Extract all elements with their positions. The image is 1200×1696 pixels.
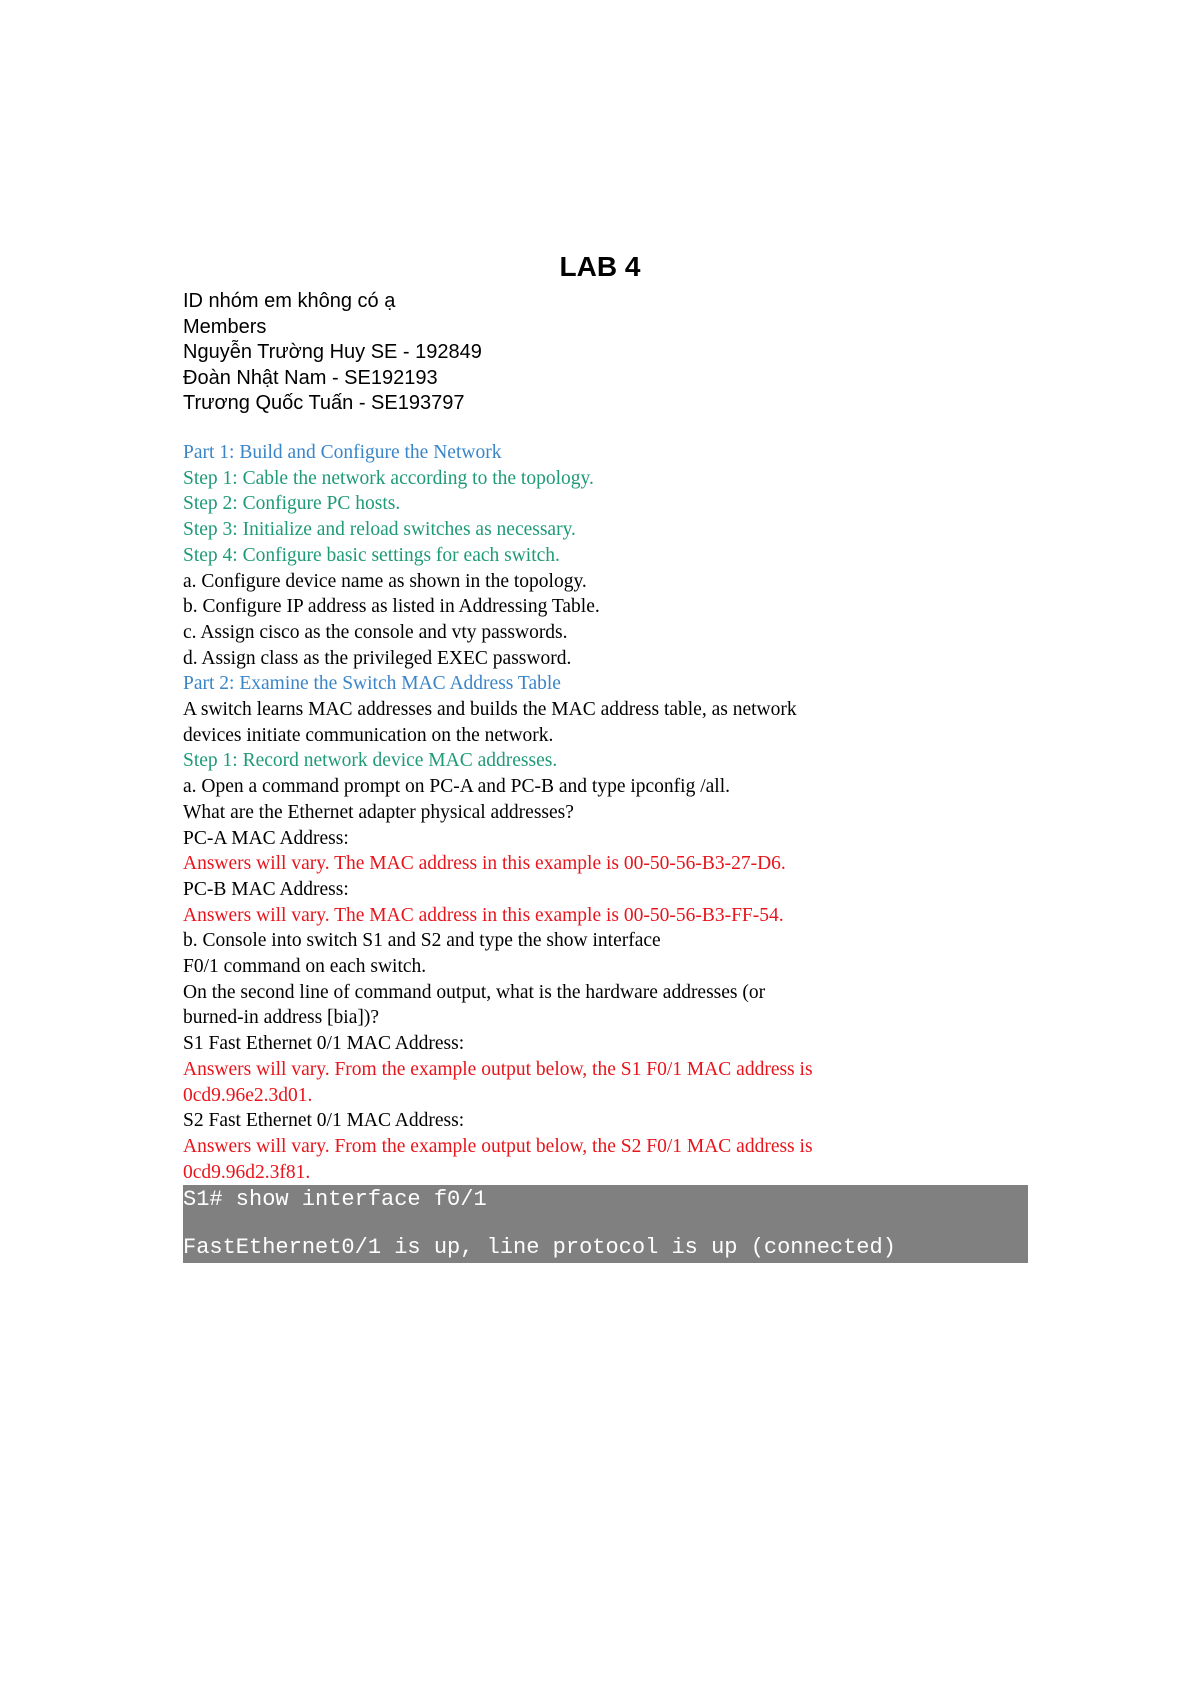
body-line: a. Open a command prompt on PC-A and PC-B and type ipconfig /all. xyxy=(183,776,730,798)
answer-text: Answers will vary. The MAC address in this example is 00-50-56-B3-FF-54. xyxy=(183,904,784,926)
command-output-line: FastEthernet0/1 is up, line protocol is up (connected) xyxy=(183,1235,896,1260)
body-line: S1 Fast Ethernet 0/1 MAC Address: xyxy=(183,1033,465,1055)
command-line: S1# show interface f0/1 xyxy=(183,1187,487,1212)
page-title: LAB 4 xyxy=(559,251,641,282)
body-line: A switch learns MAC addresses and builds the MAC address table, as network xyxy=(183,699,797,721)
part-heading: Part 1: Build and Configure the Network xyxy=(183,442,502,463)
step-heading: Step 2: Configure PC hosts. xyxy=(183,493,401,515)
part-heading: Part 2: Examine the Switch MAC Address Table xyxy=(183,673,561,695)
body-line: S2 Fast Ethernet 0/1 MAC Address: xyxy=(183,1110,465,1132)
group-info xyxy=(183,289,1083,417)
group-id-note: ID nhóm em không có ạ xyxy=(183,290,396,312)
body-line: b. Configure IP address as listed in Addressing Table. xyxy=(183,596,600,618)
answer-text: 0cd9.96e2.3d01. xyxy=(183,1084,313,1106)
lab-content xyxy=(183,440,943,1185)
step-heading: Step 3: Initialize and reload switches as necessary. xyxy=(183,519,576,541)
body-line: a. Configure device name as shown in the topology. xyxy=(183,570,587,592)
member-1: Nguyễn Trường Huy SE - 192849 xyxy=(183,341,482,364)
member-2: Đoàn Nhật Nam - SE192193 xyxy=(183,366,438,389)
body-line: F0/1 command on each switch. xyxy=(183,956,427,978)
members-label: Members xyxy=(183,315,267,338)
answer-text: 0cd9.96d2.3f81. xyxy=(183,1161,311,1183)
answer-text: Answers will vary. From the example output below, the S1 F0/1 MAC address is xyxy=(183,1058,813,1080)
body-line: What are the Ethernet adapter physical addresses? xyxy=(183,801,574,823)
step-heading: Step 4: Configure basic settings for each switch. xyxy=(183,544,560,566)
step-heading: Step 1: Record network device MAC addresses. xyxy=(183,750,558,772)
body-line: PC-A MAC Address: xyxy=(183,827,349,849)
step-heading: Step 1: Cable the network according to the topology. xyxy=(183,467,594,489)
body-line: d. Assign class as the privileged EXEC password. xyxy=(183,647,572,669)
answer-text: Answers will vary. The MAC address in this example is 00-50-56-B3-27-D6. xyxy=(183,853,786,875)
body-line: burned-in address [bia])? xyxy=(183,1007,379,1029)
body-line: devices initiate communication on the network. xyxy=(183,724,554,746)
body-line: b. Console into switch S1 and S2 and type the show interface xyxy=(183,930,661,952)
body-line: PC-B MAC Address: xyxy=(183,878,349,900)
body-line: On the second line of command output, what is the hardware addresses (or xyxy=(183,981,766,1003)
answer-text: Answers will vary. From the example output below, the S2 F0/1 MAC address is xyxy=(183,1135,813,1157)
command-output-block xyxy=(183,1185,1028,1263)
member-3: Trương Quốc Tuấn - SE193797 xyxy=(183,392,465,415)
body-line: c. Assign cisco as the console and vty passwords. xyxy=(183,621,568,643)
